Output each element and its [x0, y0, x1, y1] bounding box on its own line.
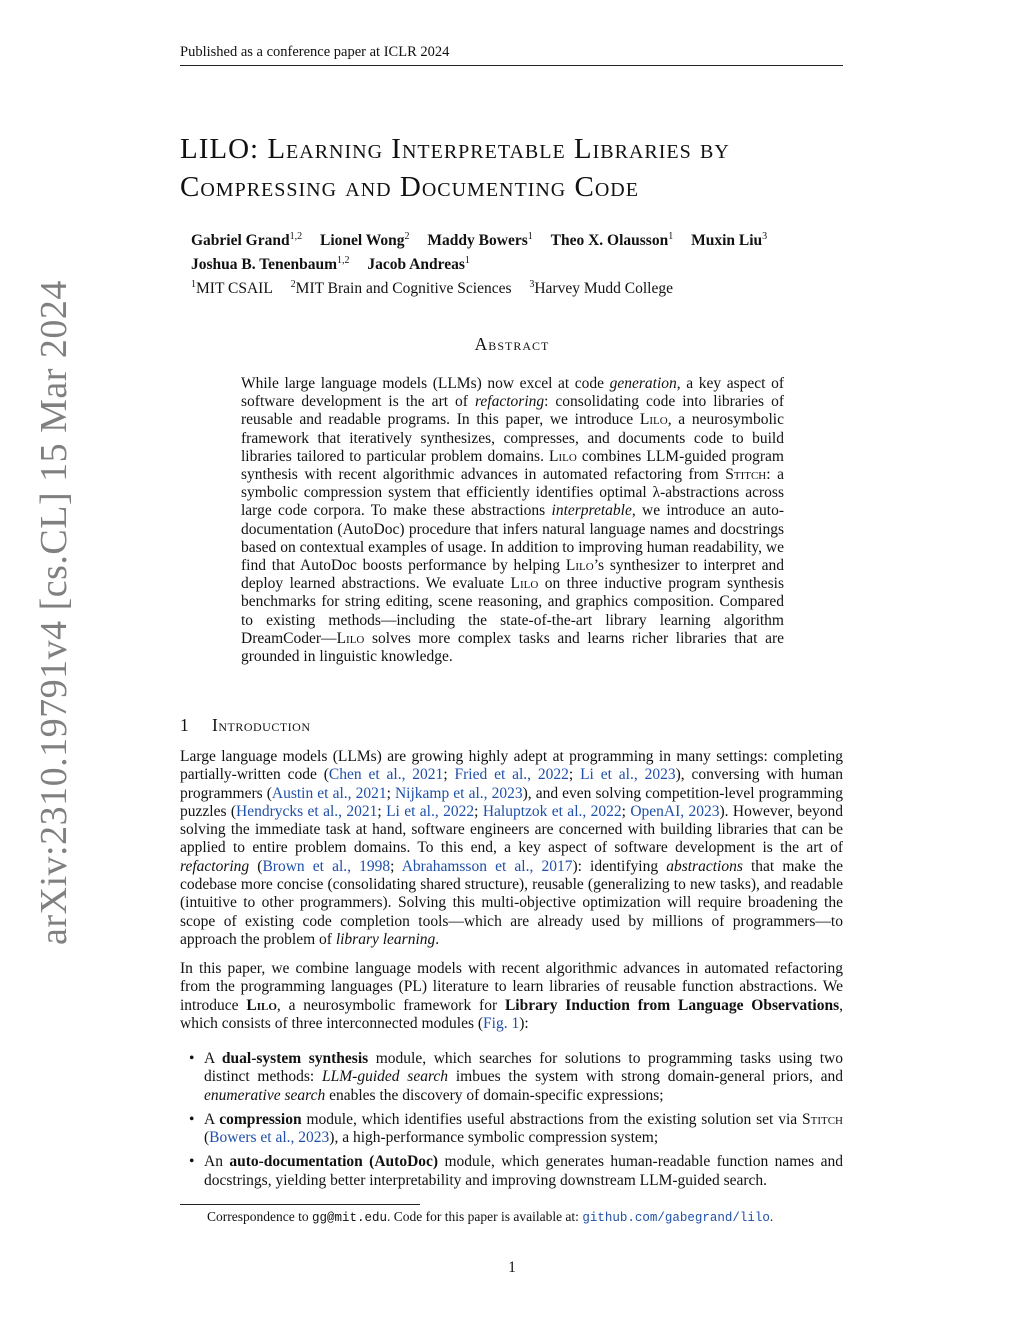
citation-link[interactable]: Fried et al., 2022 [454, 766, 569, 784]
author-name: Jacob Andreas [367, 256, 465, 274]
author-block [191, 227, 851, 299]
abstract-heading: Abstract [474, 334, 550, 354]
citation-link[interactable]: Li et al., 2022 [386, 802, 475, 820]
code-repo-link[interactable]: github.com/gabegrand/lilo [582, 1211, 770, 1225]
affiliation: MIT Brain and Cognitive Sciences [295, 280, 512, 298]
citation-link[interactable]: Haluptzok et al., 2022 [482, 802, 622, 820]
title-line-1: LILO: Learning Interpretable Libraries by [180, 133, 730, 165]
affiliations [191, 275, 851, 299]
author-name: Lionel Wong [319, 232, 405, 250]
citation-link[interactable]: Brown et al., 1998 [262, 857, 391, 875]
author-sup: 2 [404, 231, 410, 242]
author-name: Gabriel Grand [191, 232, 290, 250]
author-sup: 1 [464, 255, 470, 267]
affiliation-sup: 2 [290, 279, 296, 291]
section-number: 1 [180, 715, 190, 735]
affiliation: Harvey Mudd College [534, 280, 673, 298]
list-item: • An auto-documentation (AutoDoc) module, which generates human-readable function names and docstrings, yielding better interpretability and improving downstream LLM-guided search. [180, 1153, 843, 1190]
paper-title [180, 130, 880, 206]
title-line-2: Compressing and Documenting Code [180, 171, 639, 203]
affiliation: MIT CSAIL [196, 280, 273, 298]
footnote-divider [180, 1204, 420, 1205]
abstract-body: While large language models (LLMs) now excel at code generation, a key aspect of software development is the art of refactoring: consolidating code into libraries of reusable and readable programs. In this paper, we introduce Lilo, a neurosymbolic framework that iteratively synthesizes, compresses, and documents code to build libraries tailored to particular problem domains. Lilo combines LLM-guided program synthesis with recent algorithmic advances in automated refactoring from Stitch: a symbolic compression system that efficiently identifies optimal λ-abstractions across large code corpora. To make these abstractions interpretable, we introduce an auto-documentation (AutoDoc) procedure that infers natural language names and docstrings based on contextual examples of usage. In addition to improving human readability, we find that AutoDoc boosts performance by helping Lilo’s synthesizer to interpret and deploy learned abstractions. We evaluate Lilo on three inductive program synthesis benchmarks for string editing, scene reasoning, and graphics composition. Compared to existing methods—including the state-of-the-art library learning algorithm DreamCoder—Lilo solves more complex tasks and learns richer libraries that are grounded in linguistic knowledge. [241, 375, 785, 666]
author-name: Joshua B. Tenenbaum [191, 256, 338, 274]
module-list [180, 1050, 843, 1196]
author-name: Theo X. Olausson [550, 232, 669, 250]
author-row-1 [191, 227, 851, 251]
list-item: • A compression module, which identifies useful abstractions from the existing solution set via Stitch (Bowers et al., 2023), a high-performance symbolic compression system; [180, 1111, 843, 1148]
intro-paragraph-1: Large language models (LLMs) are growing highly adept at programming in many settings: completing partially-written code (Chen et al., 2021; Fried et al., 2022; Li et al., 2023), conversing with human programmers (Austin et al., 2021; Nijkamp et al., 2023), and even solving competition-level programming puzzles (Hendrycks et al., 2021; Li et al., 2022; Haluptzok et al., 2022; OpenAI, 2023). However, beyond solving the immediate task at hand, software engineers are concerned with building libraries that can be applied to entire problem domains. To this end, a key aspect of software development is the art of refactoring (Brown et al., 1998; Abrahamsson et al., 2017): identifying abstractions that make the codebase more concise (consolidating shared structure), reusable (generalizing to new tasks), and readable (intuitive to other programmers). Solving this multi-objective optimization will require broadening the scope of existing code completion tools—which are already used by millions of programmers—to approach the problem of library learning. [180, 748, 843, 948]
section-title: Introduction [212, 715, 311, 735]
figure-link[interactable]: Fig. 1 [483, 1014, 520, 1032]
intro-paragraph-2: In this paper, we combine language models with recent algorithmic advances in automated refactoring from the programming languages (PL) literature to learn libraries of reusable function abstractions. We introduce Lilo, a neurosymbolic framework for Library Induction from Language Observations, which consists of three interconnected modules (Fig. 1): [180, 960, 843, 1032]
affiliation-sup: 3 [529, 279, 535, 291]
citation-link[interactable]: Chen et al., 2021 [328, 766, 444, 784]
citation-link[interactable]: Nijkamp et al., 2023 [394, 784, 523, 802]
citation-link[interactable]: Abrahamsson et al., 2017 [401, 857, 573, 875]
author-sup: 1,2 [289, 231, 303, 242]
author-sup: 3 [762, 231, 768, 242]
citation-link[interactable]: Austin et al., 2021 [271, 784, 387, 802]
citation-link[interactable]: Li et al., 2023 [580, 766, 676, 784]
list-item: • A dual-system synthesis module, which searches for solutions to programming tasks using two distinct methods: LLM-guided search imbues the system with strong domain-general priors, and enumerative search enables the discovery of domain-specific expressions; [180, 1050, 843, 1105]
running-header: Published as a conference paper at ICLR 2024 [180, 44, 843, 66]
section-heading [180, 715, 843, 736]
author-row-2 [191, 251, 851, 275]
author-name: Maddy Bowers [427, 232, 528, 250]
citation-link[interactable]: OpenAI, 2023 [630, 802, 720, 820]
affiliation-sup: 1 [191, 279, 196, 291]
page-number: 1 [508, 1259, 516, 1276]
author-name: Muxin Liu [691, 232, 763, 250]
citation-link[interactable]: Bowers et al., 2023 [209, 1129, 330, 1147]
author-sup: 1 [668, 231, 674, 242]
email-address: gg@mit.edu [311, 1211, 387, 1225]
footnote: Correspondence to gg@mit.edu. Code for this paper is available at: github.com/gabegrand/lilo. [207, 1209, 774, 1225]
author-sup: 1 [527, 231, 533, 242]
citation-link[interactable]: Hendrycks et al., 2021 [236, 802, 378, 820]
author-sup: 1,2 [337, 255, 350, 267]
arxiv-stamp[interactable]: arXiv:2310.19791v4 [cs.CL] 15 Mar 2024 [33, 280, 75, 945]
